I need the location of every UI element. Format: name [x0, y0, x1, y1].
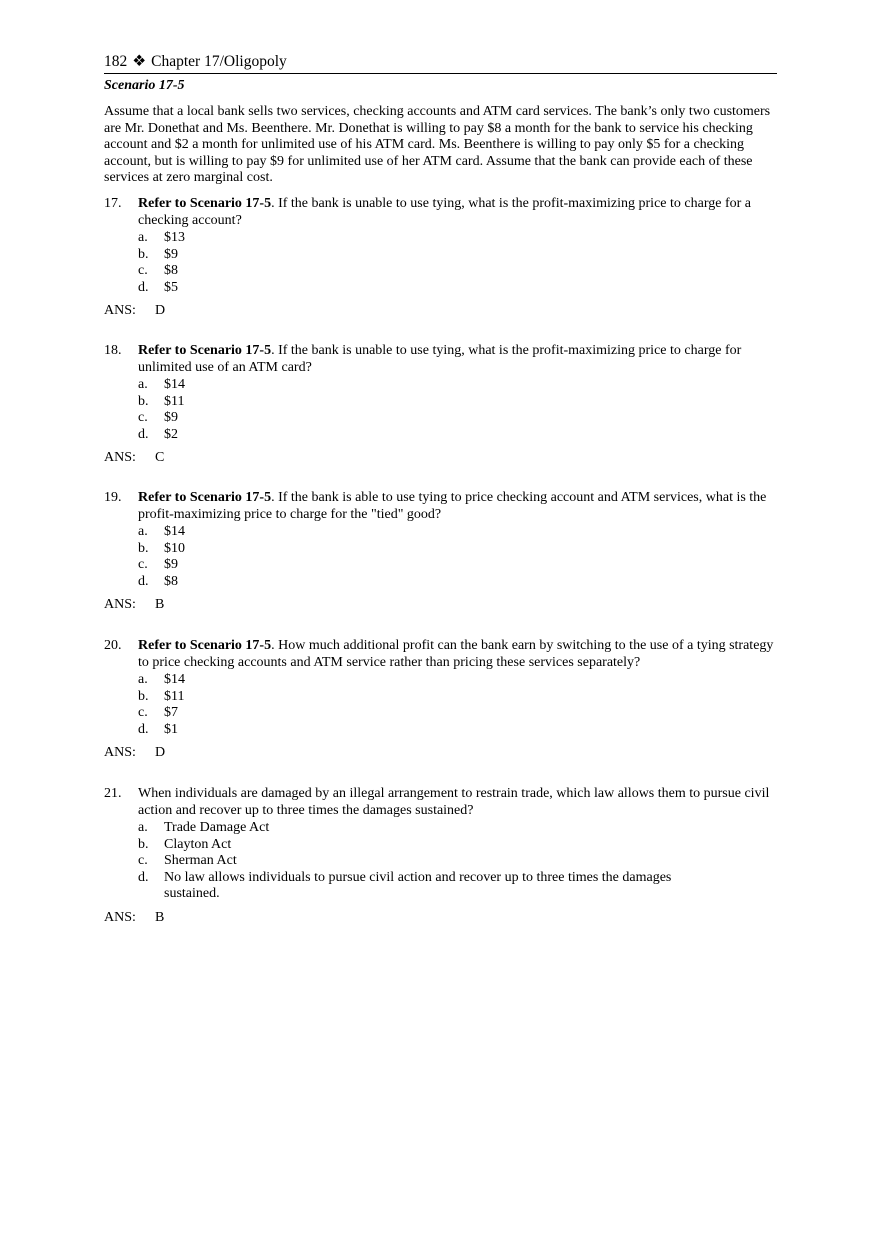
answer-value: D: [155, 745, 166, 760]
answer-line: ANS: B: [104, 597, 165, 612]
option-c: c. $9: [138, 557, 178, 572]
option-list: [138, 230, 779, 296]
question-17: [104, 196, 779, 320]
answer-value: B: [155, 909, 165, 925]
question-18: [104, 343, 779, 467]
question-text: . How much additional profit can the bank earn by switching to the use of a tying strategy to price checking accounts and ATM service rather than pricing these services separately?: [138, 638, 774, 670]
question-text: . If the bank is unable to use tying, what is the profit-maximizing price to charge for unlimited use of an ATM card?: [138, 343, 742, 375]
option-b: b. Clayton Act: [138, 836, 232, 852]
option-b: b. $11: [138, 393, 185, 409]
page-number: 182: [104, 53, 128, 70]
answer-line: ANS: D: [104, 745, 166, 760]
option-list: [138, 377, 779, 443]
option-b: b. $9: [138, 246, 178, 262]
option-d: d. $8: [138, 573, 178, 589]
answer-value: C: [155, 450, 165, 465]
answer-value: B: [155, 597, 165, 612]
answer-line: ANS: C: [104, 450, 165, 465]
option-a: a. $14: [138, 524, 185, 539]
question-number: 19.: [104, 490, 122, 505]
option-d: d. $5: [138, 279, 178, 295]
option-d: d. $2: [138, 426, 178, 442]
chapter-title: Chapter 17/Oligopoly: [151, 53, 287, 70]
question-20: [104, 638, 779, 762]
question-19: [104, 490, 779, 614]
answer-value: D: [155, 303, 166, 318]
page-header: [104, 52, 777, 74]
question-text: . If the bank is able to use tying to price checking account and ATM services, what is the profit-maximizing price to charge for the "tied" good?: [138, 490, 767, 522]
option-d: d. $1: [138, 721, 178, 737]
question-number: 21.: [104, 786, 122, 801]
question-ref: Refer to Scenario 17-5: [138, 638, 272, 653]
scenario-text: Assume that a local bank sells two services, checking accounts and ATM card services. The bank’s only two customers are Mr. Donethat and Ms. Beenthere. Mr. Donethat is willing to pay $8 a month for the bank to service his checking account and $2 a month for unlimited use of his ATM card. Ms. Beenthere is willing to pay only $5 for a checking account, but is willing to pay $9 for unlimited use of her ATM card. Assume that the bank can provide each of these services at zero marginal cost.: [104, 104, 771, 185]
option-b: b. $10: [138, 540, 185, 556]
option-c: c. Sherman Act: [138, 853, 237, 868]
question-text: . If the bank is unable to use tying, what is the profit-maximizing price to charge for a checking account?: [138, 196, 751, 228]
option-a: a. $13: [138, 230, 185, 245]
option-a: a. $14: [138, 377, 185, 392]
separator-glyph: ❖: [132, 53, 147, 70]
option-c: c. $8: [138, 263, 178, 278]
option-b: b. $11: [138, 688, 185, 704]
option-list: [138, 820, 779, 903]
question-21: [104, 786, 779, 926]
option-d: d. No law allows individuals to pursue civil action and recover up to three times the damages sustained.: [138, 869, 672, 901]
option-list: [138, 524, 779, 590]
question-ref: Refer to Scenario 17-5: [138, 343, 272, 358]
question-ref: Refer to Scenario 17-5: [138, 490, 272, 505]
option-c: c. $7: [138, 705, 178, 720]
question-number: 18.: [104, 343, 122, 358]
question-number: 17.: [104, 196, 122, 211]
answer-line: ANS: D: [104, 303, 166, 318]
question-ref: Refer to Scenario 17-5: [138, 196, 272, 211]
answer-line: ANS: B: [104, 909, 165, 925]
question-text: When individuals are damaged by an illegal arrangement to restrain trade, which law allows them to pursue civil action and recover up to three times the damages sustained?: [138, 786, 770, 818]
option-a: a. Trade Damage Act: [138, 820, 270, 835]
scenario-title: Scenario 17-5: [104, 78, 185, 93]
question-number: 20.: [104, 638, 122, 653]
option-a: a. $14: [138, 672, 185, 687]
option-c: c. $9: [138, 410, 178, 425]
option-list: [138, 672, 779, 738]
